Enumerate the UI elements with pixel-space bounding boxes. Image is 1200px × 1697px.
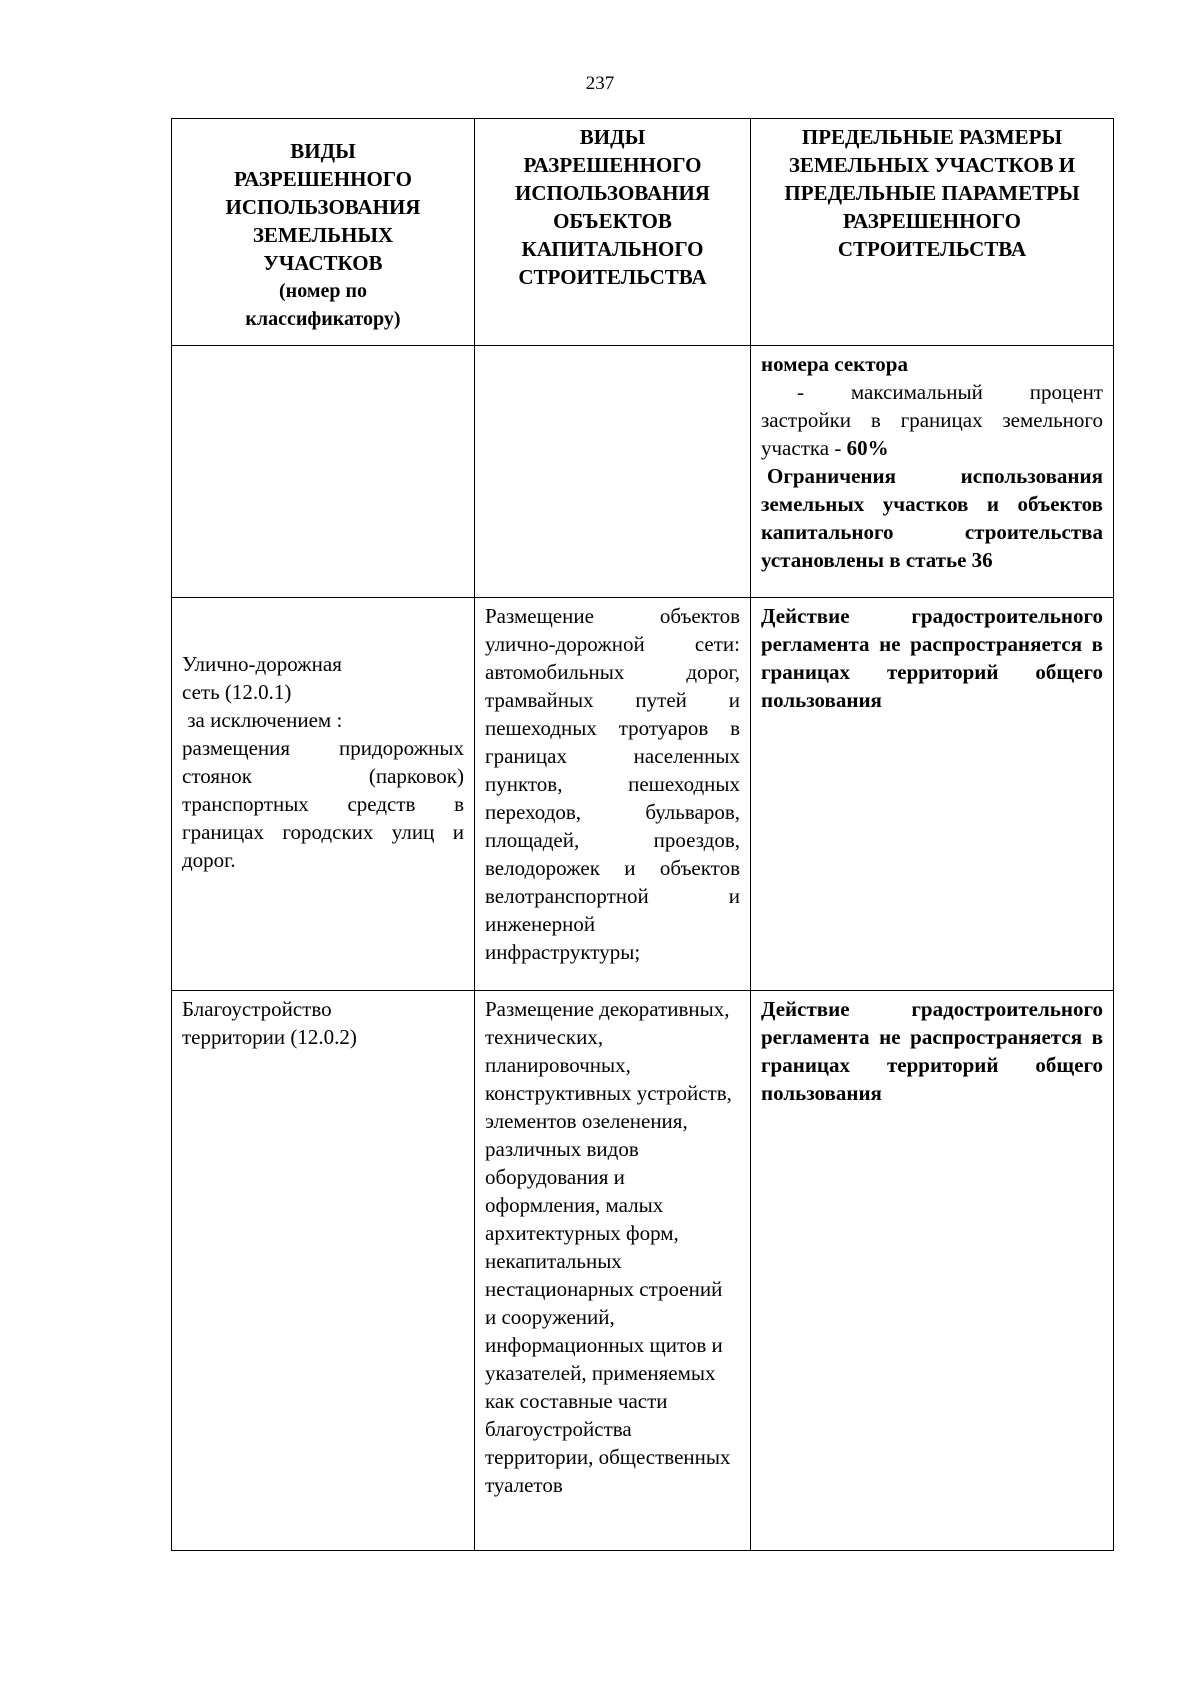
header-limit-parameters-text: ПРЕДЕЛЬНЫЕ РАЗМЕРЫ ЗЕМЕЛЬНЫХ УЧАСТКОВ И ПРЕДЕЛЬНЫЕ ПАРАМЕТРЫ РАЗРЕШЕННОГО СТРОИТЕЛЬСТВА	[784, 125, 1080, 261]
row1-sector-text: номера сектора	[761, 352, 908, 376]
row2-exception-label: за исключением :	[182, 708, 343, 732]
table-header-row	[172, 119, 1114, 346]
row1-max-percent-value: 60%	[846, 436, 889, 460]
header-capital-construction-types	[475, 119, 751, 346]
header-limit-parameters	[751, 119, 1114, 346]
table-row	[172, 991, 1114, 1551]
row2-land-use-cell	[172, 598, 475, 991]
row2-exception-text: размещения придорожных стоянок (парковок) транспортных средств в границах городских улиц и дорог.	[182, 736, 464, 872]
row3-construction-cell	[475, 991, 751, 1551]
table-row	[172, 598, 1114, 991]
header-land-use-types-sub: (номер по классификатору)	[245, 280, 401, 330]
row1-max-percent-prefix: - максимальный процент застройки в границах земельного участка -	[761, 380, 1103, 460]
row1-construction-cell	[475, 346, 751, 598]
row2-construction-cell	[475, 598, 751, 991]
header-land-use-types-main: ВИДЫ РАЗРЕШЕННОГО ИСПОЛЬЗОВАНИЯ ЗЕМЕЛЬНЫХ УЧАСТКОВ	[225, 139, 421, 275]
row3-land-use-text: Благоустройство территории (12.0.2)	[182, 997, 357, 1049]
row1-restrictions-text: Ограничения использования земельных участков и объектов капитального строительства установлены в статье 36	[761, 464, 1103, 572]
row2-land-use-title: Улично-дорожная сеть (12.0.1)	[182, 652, 342, 704]
row2-parameters-text: Действие градостроительного регламента не распространяется в границах территорий общего пользования	[761, 604, 1103, 712]
page-number: 237	[585, 73, 615, 94]
row1-land-use-cell	[172, 346, 475, 598]
row1-parameters-cell	[751, 346, 1114, 598]
header-land-use-types	[172, 119, 475, 346]
header-capital-construction-text: ВИДЫ РАЗРЕШЕННОГО ИСПОЛЬЗОВАНИЯ ОБЪЕКТОВ КАПИТАЛЬНОГО СТРОИТЕЛЬСТВА	[515, 125, 710, 289]
regulations-table	[171, 118, 1114, 1551]
row2-parameters-cell	[751, 598, 1114, 991]
row3-construction-text: Размещение декоративных, технических, планировочных, конструктивных устройств, элементов озеленения, различных видов оборудования и оформления, малых архитектурных форм, некапитальных нестационарных строений и сооружений, информационных щитов и указателей, применяемых как составные части благоустройства территории, общественных туалетов	[485, 997, 732, 1497]
row3-parameters-text: Действие градостроительного регламента не распространяется в границах территорий общего пользования	[761, 997, 1103, 1105]
row2-construction-text: Размещение объектов улично-дорожной сети: автомобильных дорог, трамвайных путей и пешеходных тротуаров в границах населенных пунктов, пешеходных переходов, бульваров, площадей, проездов, велодорожек и объектов велотранспортной и инженерной инфраструктуры;	[485, 604, 740, 964]
row3-parameters-cell	[751, 991, 1114, 1551]
row3-land-use-cell	[172, 991, 475, 1551]
table-row	[172, 346, 1114, 598]
row1-max-percent-text	[761, 378, 1103, 462]
